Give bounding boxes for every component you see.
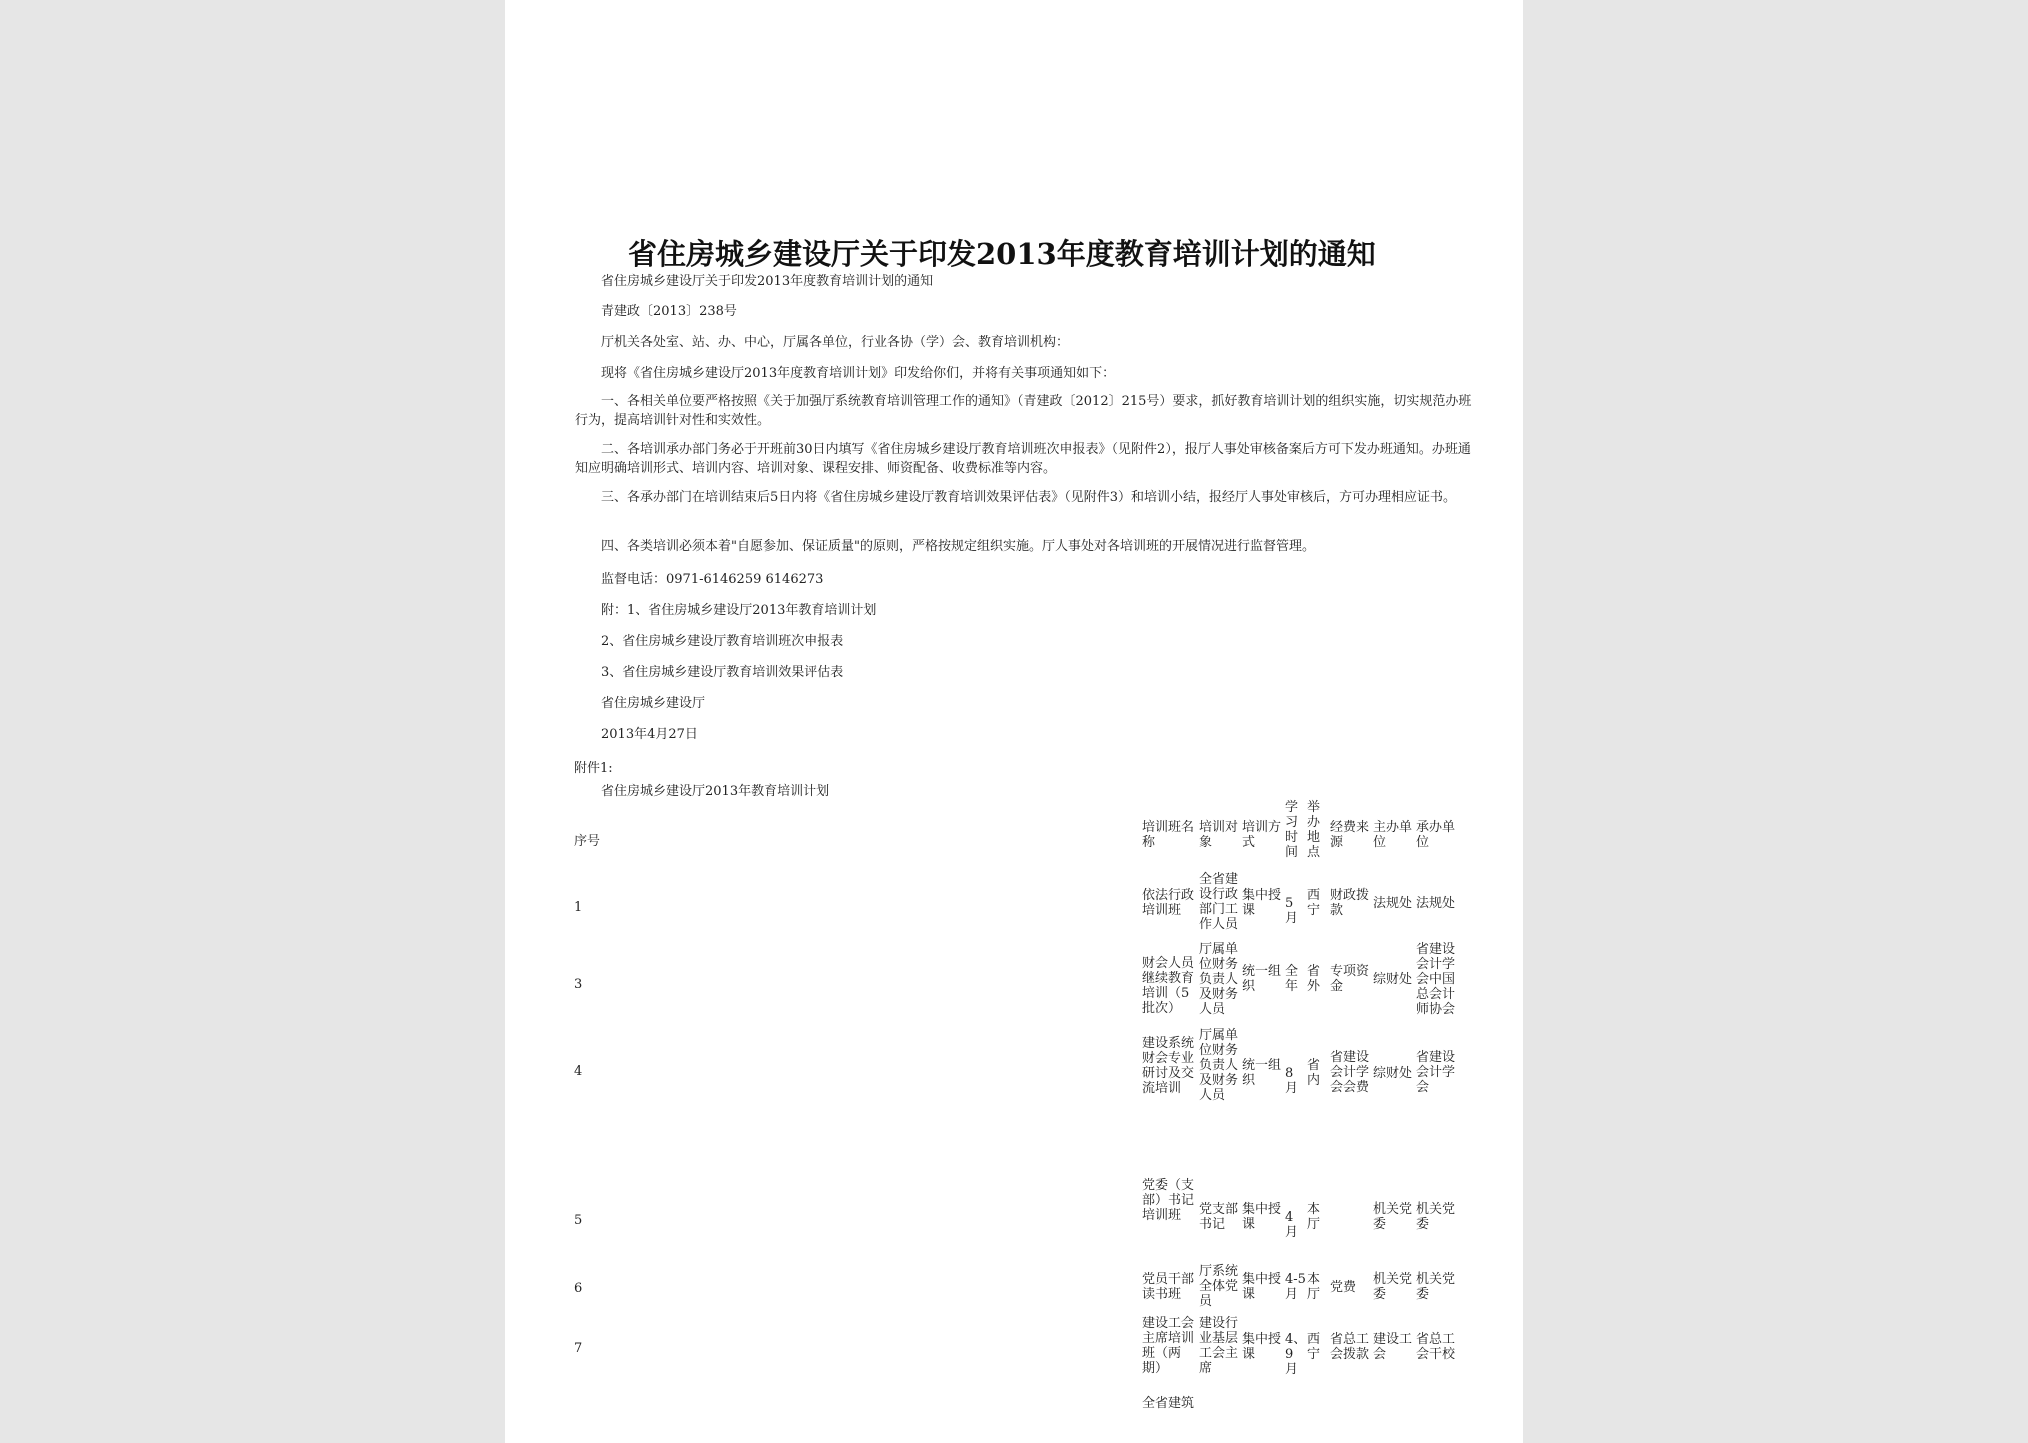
table-header: 承办单位 <box>1416 820 1456 850</box>
table-cell: 统一组织 <box>1242 1058 1282 1088</box>
table-cell: 机关党委 <box>1373 1202 1413 1232</box>
row-header: 序号 <box>574 834 601 849</box>
row-number: 7 <box>574 1341 583 1356</box>
document-title: 省住房城乡建设厅关于印发2013年度教育培训计划的通知 <box>628 237 1376 271</box>
item-paragraph: 三、各承办部门在培训结束后5日内将《省住房城乡建设厅教育培训效果评估表》（见附件3）和培训小结，报经厅人事处审核后，方可办理相应证书。 <box>601 490 1457 505</box>
issuer: 省住房城乡建设厅 <box>601 696 706 711</box>
table-cell: 4月 <box>1285 1210 1299 1240</box>
table-cell: 建设行业基层工会主席 <box>1199 1316 1239 1376</box>
table-cell: 机关党委 <box>1416 1202 1456 1232</box>
table-cell: 集中授课 <box>1242 1332 1282 1362</box>
table-cell: 党支部书记 <box>1199 1202 1239 1232</box>
table-cell: 厅属单位财务负责人及财务人员 <box>1199 942 1239 1017</box>
table-cell: 机关党委 <box>1373 1272 1413 1302</box>
table-cell: 省总工会干校 <box>1416 1332 1456 1362</box>
table-cell: 建设工会 <box>1373 1332 1413 1362</box>
attachment-line: 2、省住房城乡建设厅教育培训班次申报表 <box>601 634 844 649</box>
table-cell: 党费 <box>1330 1280 1357 1295</box>
table-cell: 8月 <box>1285 1066 1299 1096</box>
table-cell: 党委（支部）书记培训班 <box>1142 1178 1195 1223</box>
table-cell: 专项资金 <box>1330 964 1370 994</box>
table-cell: 4-5月 <box>1285 1272 1306 1302</box>
table-cell: 集中授课 <box>1242 1272 1282 1302</box>
table-cell: 省建设会计学会中国总会计师协会 <box>1416 942 1456 1017</box>
table-cell: 本厅 <box>1307 1202 1321 1232</box>
table-cell: 党员干部读书班 <box>1142 1272 1195 1302</box>
table-cell: 西宁 <box>1307 1332 1321 1362</box>
attachment-line: 附：1、省住房城乡建设厅2013年教育培训计划 <box>601 603 877 618</box>
table-header: 举办地点 <box>1307 800 1321 860</box>
table-header: 培训班名称 <box>1142 820 1195 850</box>
table-cell: 4、9月 <box>1285 1332 1307 1377</box>
annex-title: 省住房城乡建设厅2013年教育培训计划 <box>601 784 830 799</box>
table-cell: 厅系统全体党员 <box>1199 1264 1239 1309</box>
table-cell: 财政拨款 <box>1330 888 1370 918</box>
table-cell: 综财处 <box>1373 972 1413 987</box>
document-number: 青建政〔2013〕238号 <box>601 304 737 319</box>
item-paragraph: 四、各类培训必须本着"自愿参加、保证质量"的原则，严格按规定组织实施。厅人事处对各培训班的开展情况进行监督管理。 <box>601 539 1315 554</box>
row-number: 5 <box>574 1213 583 1228</box>
row-number: 3 <box>574 977 583 992</box>
table-cell: 集中授课 <box>1242 1202 1282 1232</box>
table-cell: 机关党委 <box>1416 1272 1456 1302</box>
table-header: 培训方式 <box>1242 820 1282 850</box>
item-paragraph: 二、各培训承办部门务必于开班前30日内填写《省住房城乡建设厅教育培训班次申报表》（见附件2），报厅人事处审核备案后方可下发办班通知。办班通知应明确培训形式、培训内容、培训对象、课程安排、师资配备、收费标准等内容。 <box>575 442 1471 476</box>
table-cell: 综财处 <box>1373 1066 1413 1081</box>
table-cell: 5月 <box>1285 896 1299 926</box>
table-cell: 集中授课 <box>1242 888 1282 918</box>
table-cell: 本厅 <box>1307 1272 1321 1302</box>
table-cell: 省内 <box>1307 1058 1321 1088</box>
table-cell: 省建设会计学会会费 <box>1330 1050 1370 1095</box>
table-cell: 省外 <box>1307 964 1321 994</box>
document-page <box>505 0 1523 1443</box>
row-number: 6 <box>574 1281 583 1296</box>
table-header: 培训对象 <box>1199 820 1239 850</box>
table-cell: 法规处 <box>1373 896 1413 911</box>
table-cell: 省建设会计学会 <box>1416 1050 1456 1095</box>
table-header: 学习时间 <box>1285 800 1299 860</box>
table-cell: 全省建筑 <box>1142 1396 1195 1411</box>
row-number: 1 <box>574 900 583 915</box>
table-cell: 建设工会主席培训班（两期） <box>1142 1316 1195 1376</box>
item-paragraph: 一、各相关单位要严格按照《关于加强厅系统教育培训管理工作的通知》（青建政〔2012〕215号）要求，抓好教育培训计划的组织实施，切实规范办班行为，提高培训针对性和实效性。 <box>575 394 1472 428</box>
training-plan-table <box>1142 800 1482 1443</box>
addressee: 厅机关各处室、站、办、中心，厅属各单位，行业各协（学）会、教育培训机构： <box>601 335 1070 350</box>
table-cell: 全省建设行政部门工作人员 <box>1199 872 1239 932</box>
table-cell: 依法行政培训班 <box>1142 888 1195 918</box>
document-subtitle: 省住房城乡建设厅关于印发2013年度教育培训计划的通知 <box>601 274 934 289</box>
table-cell: 西宁 <box>1307 888 1321 918</box>
table-cell: 财会人员继续教育培训（5批次） <box>1142 956 1195 1016</box>
issue-date: 2013年4月27日 <box>601 727 698 742</box>
row-number: 4 <box>574 1064 583 1079</box>
table-header: 经费来源 <box>1330 820 1370 850</box>
table-cell: 厅属单位财务负责人及财务人员 <box>1199 1028 1239 1103</box>
table-header: 主办单位 <box>1373 820 1413 850</box>
table-cell: 全年 <box>1285 964 1299 994</box>
attachment-line: 3、省住房城乡建设厅教育培训效果评估表 <box>601 665 844 680</box>
table-cell: 建设系统财会专业研讨及交流培训 <box>1142 1036 1195 1096</box>
annex-label: 附件1: <box>574 761 613 776</box>
intro-text: 现将《省住房城乡建设厅2013年度教育培训计划》印发给你们，并将有关事项通知如下： <box>601 366 1116 381</box>
table-cell: 统一组织 <box>1242 964 1282 994</box>
phone-line: 监督电话：0971-6146259 6146273 <box>601 572 824 587</box>
table-cell: 法规处 <box>1416 896 1456 911</box>
table-cell: 省总工会拨款 <box>1330 1332 1370 1362</box>
